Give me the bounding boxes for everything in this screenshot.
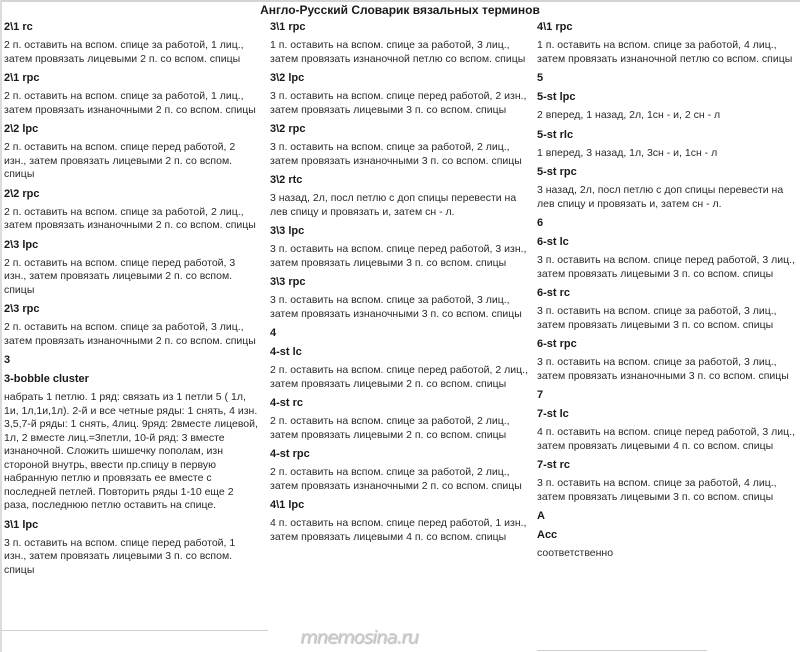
section-heading: 5 — [537, 72, 544, 84]
glossary-entry — [4, 21, 260, 66]
definition: соответственно — [537, 547, 614, 559]
column-3 — [537, 21, 795, 567]
glossary-entry — [270, 448, 528, 493]
watermark-logo: mnemosina.ru — [300, 627, 418, 648]
term: 4-st rpc — [270, 448, 310, 460]
column-1 — [4, 21, 260, 583]
divider — [537, 650, 707, 651]
glossary-entry — [537, 287, 795, 332]
term: 2\2 lpc — [4, 123, 39, 135]
glossary-entry — [537, 21, 795, 66]
definition: 1 вперед, 3 назад, 1л, 3сн - и, 1сн - л — [537, 146, 718, 159]
glossary-entry — [270, 397, 528, 442]
section-heading: A — [537, 510, 545, 522]
term: 5-st rlc — [537, 128, 574, 141]
glossary-entry — [4, 239, 260, 298]
term: 7-st lc — [537, 408, 569, 420]
section-heading: 4 — [270, 327, 277, 339]
term: 3\3 rpc — [270, 276, 306, 288]
definition: 3 п. оставить на вспом. спице за работой, 3 лиц., затем провязать изнаночными 3 п. со вспом. спицы — [270, 294, 522, 320]
definition: 2 п. оставить на вспом. спице за работой, 2 лиц., затем провязать изнаночными 2 п. со вспом. спицы — [4, 205, 256, 231]
page-title: Англо-Русский Словарик вязальных терминов — [260, 3, 540, 17]
glossary-entry — [4, 373, 260, 513]
definition: 4 п. оставить на вспом. спице перед работой, 1 изн., затем провязать лицевыми 4 п. со вспом. спицы — [270, 517, 527, 543]
definition: 3 назад, 2л, посл петлю с доп спицы перевести на лев спицу и провязать и, затем сн - л. — [537, 184, 784, 210]
definition: 3 п. оставить на вспом. спице перед работой, 1 изн., затем провязать лицевыми 3 п. со вспом. спицы — [4, 536, 236, 576]
term: 6-st lc — [537, 236, 569, 248]
term: 2\3 rpc — [4, 303, 40, 315]
definition: 2 п. оставить на вспом. спице перед работой, 3 изн., затем провязать лицевыми 2 п. со вспом. спицы — [4, 256, 236, 296]
glossary-entry — [4, 519, 260, 578]
term: 3\2 rtc — [270, 174, 303, 186]
glossary-entry — [270, 174, 528, 219]
definition: 2 п. оставить на вспом. спице за работой, 1 лиц., затем провязать изнаночными 2 п. со вспом. спицы — [4, 90, 256, 116]
glossary-entry — [537, 129, 795, 161]
glossary-entry — [537, 166, 795, 211]
glossary-entry — [270, 21, 528, 66]
glossary-entry — [537, 236, 795, 281]
definition: 3 п. оставить на вспом. спице перед работой, 3 изн., затем провязать лицевыми 3 п. со вспом. спицы — [270, 243, 527, 269]
column-2 — [270, 21, 528, 550]
glossary-entry — [4, 123, 260, 182]
left-border — [0, 0, 2, 652]
term: 2\2 rpc — [4, 187, 40, 200]
term: 4\1 lpc — [270, 499, 305, 511]
definition: 3 назад, 2л, посл петлю с доп спицы перевести на лев спицу и провязать и, затем сн - л. — [270, 192, 517, 218]
definition: 2 п. оставить на вспом. спице за работой, 2 лиц., затем провязать лицевыми 2 п. со вспом. спицы — [270, 415, 510, 441]
term: 5-st lpc — [537, 91, 576, 103]
term: 2\1 rpc — [4, 72, 40, 84]
glossary-entry — [270, 123, 528, 168]
glossary-entry — [270, 72, 528, 117]
term: 4-st lc — [270, 346, 302, 358]
definition: 2 п. оставить на вспом. спице за работой, 2 лиц., затем провязать изнаночными 2 п. со вспом. спицы — [270, 466, 522, 492]
definition: 3 п. оставить на вспом. спице за работой, 4 лиц., затем провязать лицевыми 3 п. со вспом. спицы — [537, 477, 777, 503]
term: 4-st rc — [270, 397, 304, 409]
glossary-entry — [270, 276, 528, 321]
top-border — [0, 0, 800, 2]
glossary-entry — [270, 346, 528, 391]
glossary-entry — [537, 529, 795, 561]
term: 2\1 rc — [4, 21, 33, 33]
glossary-entry — [537, 338, 795, 383]
glossary-entry — [4, 72, 260, 117]
definition: набрать 1 петлю. 1 ряд: связать из 1 петли 5 ( 1л, 1и, 1л,1и,1л). 2-й и все четные ряды: 1 снять, 4 изн. 3,5,7-й ряды: 1 снять, 4лиц. 9ряд: 2вместе лицевой, 1л, 2 вместе лиц.=3петли, 10-й ряд: 3 вместе изнаночной. Сложить шишечку пополам, изн стороной внутрь, ввести пр.спицу в первую набранную петлю и провязать ее вместе с последней петлей. Повторить ряды 1-10 еще 2 раза, последнюю петлю оставить на спице. — [4, 391, 258, 511]
definition: 2 п. оставить на вспом. спице за работой, 1 лиц., затем провязать лицевыми 2 п. со вспом. спицы — [4, 39, 244, 65]
term: 5-st rpc — [537, 166, 577, 178]
glossary-entry — [4, 188, 260, 233]
glossary-entry — [537, 408, 795, 453]
term: 4\1 rpc — [537, 21, 573, 33]
term: 3\1 rpc — [270, 21, 306, 33]
term: 6-st rpc — [537, 338, 577, 350]
definition: 3 п. оставить на вспом. спице за работой, 3 лиц., затем провязать лицевыми 3 п. со вспом. спицы — [537, 305, 777, 331]
glossary-entry — [537, 459, 795, 504]
term: 6-st rc — [537, 287, 571, 299]
glossary-entry — [270, 499, 528, 544]
divider — [2, 630, 268, 631]
definition: 3 п. оставить на вспом. спице перед работой, 3 лиц., затем провязать лицевыми 3 п. со вспом. спицы — [537, 254, 795, 280]
glossary-entry — [4, 303, 260, 348]
definition: 2 п. оставить на вспом. спице перед работой, 2 изн., затем провязать лицевыми 2 п. со вспом. спицы — [4, 141, 236, 180]
term: 7-st rc — [537, 459, 571, 471]
definition: 1 п. оставить на вспом. спице за работой, 4 лиц., затем провязать изнаночной петлю со вспом. спицы — [537, 39, 793, 65]
term: Acc — [537, 529, 558, 541]
term: 3\2 rpc — [270, 123, 306, 135]
section-heading: 6 — [537, 217, 544, 229]
term: 3\3 lpc — [270, 225, 305, 237]
definition: 4 п. оставить на вспом. спице перед работой, 3 лиц., затем провязать лицевыми 4 п. со вспом. спицы — [537, 426, 795, 452]
definition: 3 п. оставить на вспом. спице перед работой, 2 изн., затем провязать лицевыми 3 п. со вспом. спицы — [270, 90, 527, 116]
term: 3\2 lpc — [270, 72, 305, 84]
definition: 2 п. оставить на вспом. спице за работой, 3 лиц., затем провязать изнаночными 2 п. со вспом. спицы — [4, 321, 256, 347]
definition: 2 вперед, 1 назад, 2л, 1сн - и, 2 сн - л — [537, 109, 721, 121]
term: 3-bobble cluster — [4, 373, 89, 385]
definition: 3 п. оставить на вспом. спице за работой, 3 лиц., затем провязать изнаночными 3 п. со вспом. спицы — [537, 356, 789, 382]
term: 3\1 lpc — [4, 518, 39, 531]
glossary-entry — [537, 91, 795, 123]
term: 2\3 lpc — [4, 238, 39, 251]
section-heading: 3 — [4, 354, 11, 366]
definition: 1 п. оставить на вспом. спице за работой, 3 лиц., затем провязать изнаночной петлю со вспом. спицы — [270, 39, 526, 65]
section-heading: 7 — [537, 389, 544, 401]
definition: 3 п. оставить на вспом. спице за работой, 2 лиц., затем провязать изнаночными 3 п. со вспом. спицы — [270, 141, 522, 167]
glossary-entry — [270, 225, 528, 270]
definition: 2 п. оставить на вспом. спице перед работой, 2 лиц., затем провязать лицевыми 2 п. со вспом. спицы — [270, 364, 528, 390]
